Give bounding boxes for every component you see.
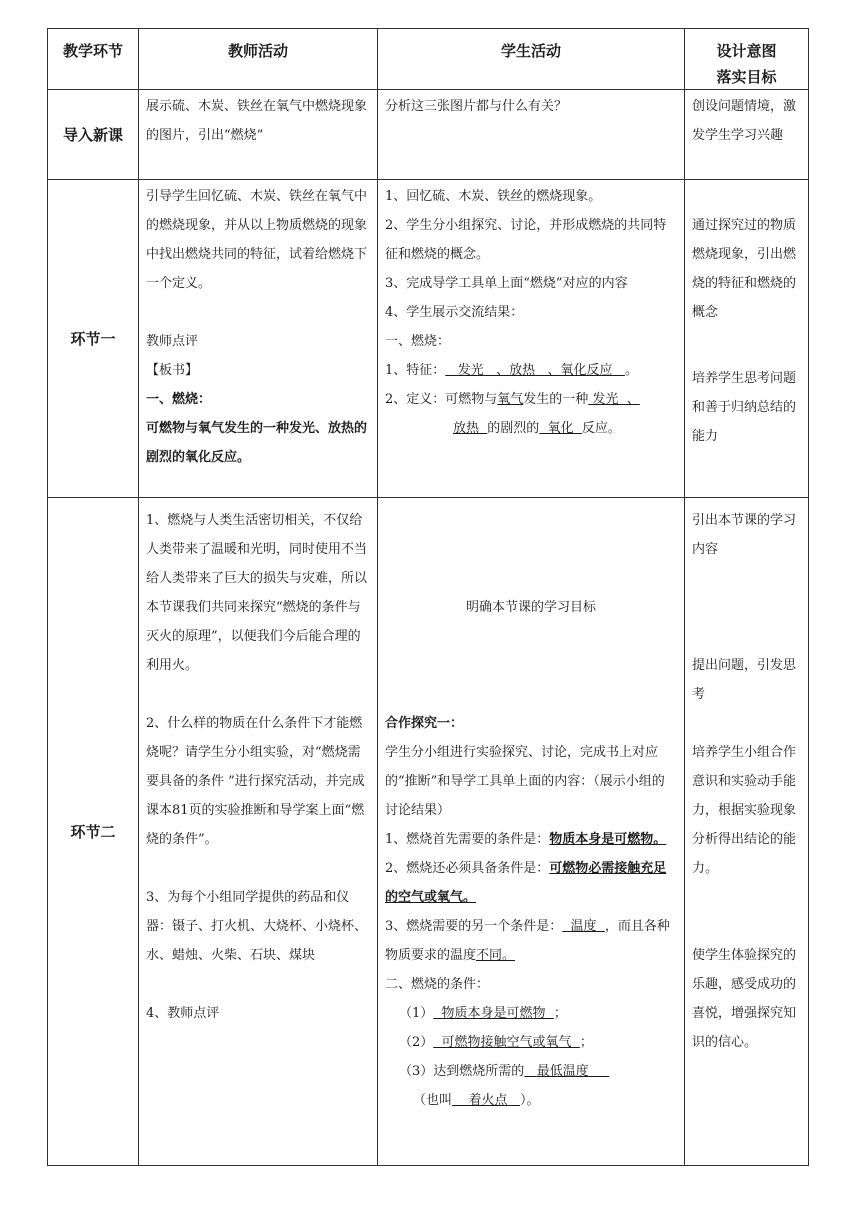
def-end: 反应。 bbox=[581, 421, 621, 436]
feature-1: 发光 bbox=[457, 363, 484, 378]
two-teacher-1: 1、燃烧与人类生活密切相关，不仅给人类带来了温暖和光明，同时使用不当给人类带来了巨大的损失与灾难，所以本节课我们共同来探究“燃烧的条件与灭火的原理”，以便我们今后能合理的利用火。 bbox=[146, 513, 368, 673]
feature-answers: 发光 、放热 、氧化反应 bbox=[457, 363, 613, 378]
one-definition-line2 bbox=[385, 414, 677, 443]
intro-teacher-cell bbox=[139, 90, 378, 180]
table-header-row bbox=[48, 29, 809, 90]
header-intent-line2: 落实目标 bbox=[716, 68, 777, 86]
one-student-heading: 一、燃烧： bbox=[385, 334, 451, 349]
one-student-4: 4、学生展示交流结果： bbox=[385, 305, 524, 320]
row-intro bbox=[48, 90, 809, 180]
one-student-cell bbox=[378, 180, 685, 498]
one-intent-2: 培养学生思考问题和善于归纳总结的能力 bbox=[692, 371, 797, 444]
section-intro: 导入新课 bbox=[48, 90, 139, 180]
two-cond3-answer: 温度 bbox=[570, 919, 597, 934]
two-c1-answer: 物质本身是可燃物 bbox=[441, 1006, 546, 1021]
two-c2-answer: 可燃物接触空气或氧气 bbox=[441, 1035, 572, 1050]
one-teacher-comment: 教师点评 bbox=[146, 334, 199, 349]
two-c1: （1） 物质本身是可燃物 ； bbox=[399, 1006, 567, 1021]
two-c3-answer: 最低温度 bbox=[536, 1064, 589, 1079]
one-intent-1: 通过探究过的物质燃烧现象，引出燃烧的特征和燃烧的概念 bbox=[692, 218, 797, 320]
one-student-3: 3、完成导学工具单上面“燃烧”对应的内容 bbox=[385, 276, 628, 291]
one-definition-line bbox=[385, 385, 677, 414]
two-cond2: 2、燃烧还必须具备条件是：可燃物必需接触充足的空气或氧气。 bbox=[385, 861, 667, 905]
def-mid: 发生的一种 bbox=[523, 392, 589, 407]
lesson-plan-table bbox=[47, 28, 809, 1166]
two-intent-4: 使学生体验探究的乐趣，感受成功的喜悦，增强探究知识的信心。 bbox=[692, 948, 797, 1050]
two-cond3: 3、燃烧需要的另一个条件是： 温度 ，而且各种物质要求的温度不同。 bbox=[385, 919, 670, 963]
two-intent-2: 提出问题，引发思考 bbox=[692, 658, 797, 702]
one-teacher-heading: 一、燃烧： bbox=[146, 392, 212, 407]
def-light: 发光 、 bbox=[592, 392, 640, 407]
header-intent-line1: 设计意图 bbox=[716, 42, 777, 60]
one-teacher-definition: 可燃物与氧气发生的一种发光、放热的剧烈的氧化反应。 bbox=[146, 421, 368, 465]
two-student-goal: 明确本节课的学习目标 bbox=[465, 600, 596, 615]
two-cond1-answer: 物质本身是可燃物。 bbox=[549, 832, 667, 847]
two-cond-heading: 二、燃烧的条件： bbox=[385, 977, 490, 992]
header-design-intent bbox=[685, 29, 809, 90]
section-one: 环节一 bbox=[48, 180, 139, 498]
one-teacher-cell bbox=[139, 180, 378, 498]
two-intent-3: 培养学生小组合作意识和实验动手能力，根据实验现象分析得出结论的能力。 bbox=[692, 745, 797, 876]
def-heat: 放热 bbox=[453, 421, 480, 436]
intro-student-cell bbox=[378, 90, 685, 180]
two-c3-alias-answer: 着火点 bbox=[468, 1093, 508, 1108]
feature-2: 放热 bbox=[509, 363, 536, 378]
intro-intent-cell bbox=[685, 90, 809, 180]
header-student-activity: 学生活动 bbox=[378, 29, 685, 90]
def-label: 2、定义：可燃物与 bbox=[385, 392, 498, 407]
row-stage-two bbox=[48, 498, 809, 1166]
two-c2: （2） 可燃物接触空气或氧气 ； bbox=[399, 1035, 593, 1050]
two-c3: （3）达到燃烧所需的 最低温度 bbox=[385, 1057, 677, 1086]
intro-student-text: 分析这三张图片都与什么有关？ bbox=[385, 99, 568, 114]
one-teacher-board: 【板书】 bbox=[146, 363, 199, 378]
intro-intent-text: 创设问题情境，激发学生学习兴趣 bbox=[692, 99, 797, 143]
one-student-1: 1、回忆硫、木炭、铁丝的燃烧现象。 bbox=[385, 189, 602, 204]
one-feature-line: 1、特征： 发光 、放热 、氧化反应 。 bbox=[385, 363, 638, 378]
header-teacher-activity: 教师活动 bbox=[139, 29, 378, 90]
row-stage-one bbox=[48, 180, 809, 498]
two-student-intro: 学生分小组进行实验探究、讨论，完成书上对应的“推断”和导学工具单上面的内容：（展示小组的讨论结果） bbox=[385, 745, 665, 818]
two-intent-1: 引出本节课的学习内容 bbox=[692, 513, 797, 557]
header-stage: 教学环节 bbox=[48, 29, 139, 90]
two-cond3-diff: 不同。 bbox=[476, 948, 516, 963]
two-c3-alias: （也叫 着火点 ）。 bbox=[413, 1093, 540, 1108]
def-ox: 氧化 bbox=[547, 421, 574, 436]
one-intent-cell bbox=[685, 180, 809, 498]
one-student-2: 2、学生分小组探究、讨论，并形成燃烧的共同特征和燃烧的概念。 bbox=[385, 218, 667, 262]
two-student-cell bbox=[378, 498, 685, 1166]
section-two: 环节二 bbox=[48, 498, 139, 1166]
def-oxygen: 氧气 bbox=[497, 392, 524, 407]
feature-label: 1、特征： bbox=[385, 363, 446, 378]
two-student-heading: 合作探究一： bbox=[385, 716, 464, 731]
intro-teacher-text: 展示硫、木炭、铁丝在氧气中燃烧现象的图片，引出“燃烧” bbox=[146, 99, 368, 143]
two-teacher-cell bbox=[139, 498, 378, 1166]
two-teacher-4: 4、教师点评 bbox=[146, 1006, 220, 1021]
def-mid2: 的剧烈的 bbox=[487, 421, 540, 436]
two-teacher-2: 2、什么样的物质在什么条件下才能燃烧呢？请学生分小组实验，对“燃烧需要具备的条件 ”进行探究活动，并完成课本81页的实验推断和导学案上面“燃烧的条件”。 bbox=[146, 716, 365, 847]
two-cond1: 1、燃烧首先需要的条件是：物质本身是可燃物。 bbox=[385, 832, 667, 847]
two-intent-cell bbox=[685, 498, 809, 1166]
feature-3: 氧化反应 bbox=[560, 363, 613, 378]
two-cond2-answer: 可燃物必需接触充足的空气或氧气。 bbox=[385, 861, 667, 905]
one-teacher-intro: 引导学生回忆硫、木炭、铁丝在氧气中的燃烧现象，并从以上物质燃烧的现象中找出燃烧共同的特征，试着给燃烧下一个定义。 bbox=[146, 189, 368, 291]
two-teacher-3: 3、为每个小组同学提供的药品和仪器：镊子、打火机、大烧杯、小烧杯、水、蜡烛、火柴、石块、煤块 bbox=[146, 890, 368, 963]
